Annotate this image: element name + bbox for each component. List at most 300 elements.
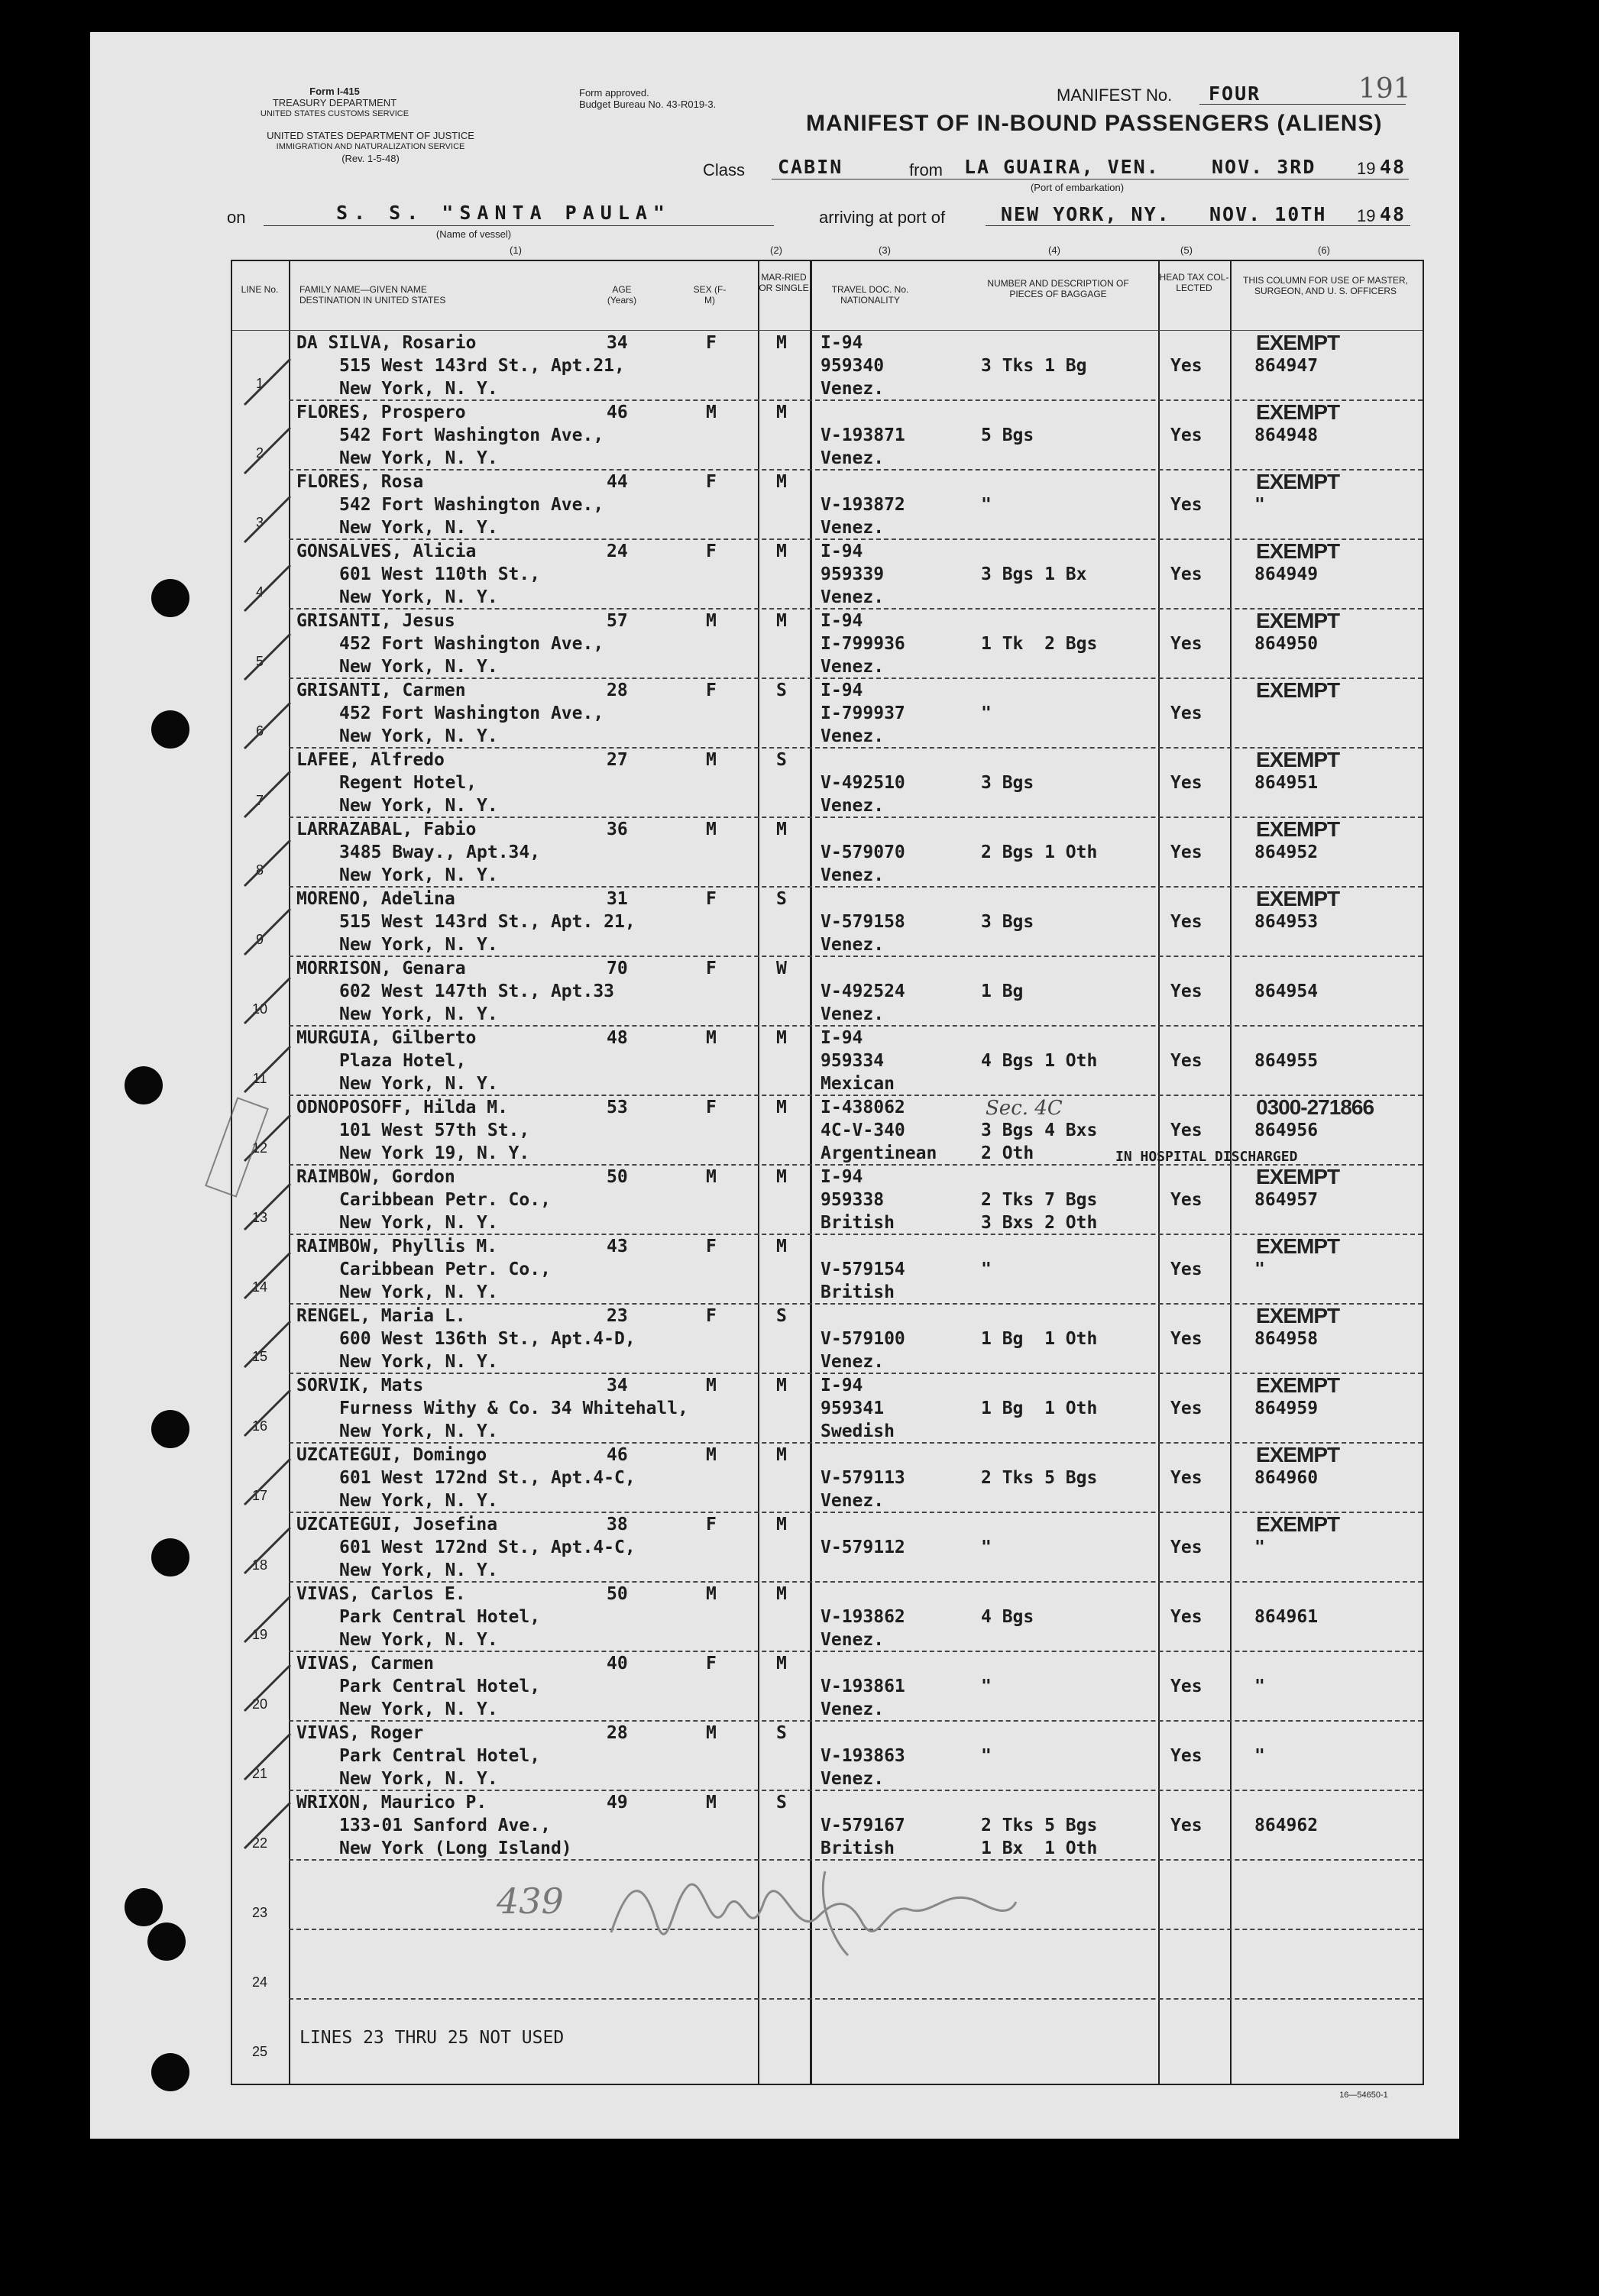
marital-status: M	[776, 1237, 787, 1256]
line-number: 11	[252, 1071, 267, 1086]
justice-dept: UNITED STATES DEPARTMENT OF JUSTICE	[267, 130, 474, 141]
officer-number: "	[1254, 1260, 1265, 1279]
passenger-name: GONSALVES, Alicia	[296, 542, 477, 561]
nationality: Venez.	[821, 657, 885, 677]
sex: F	[706, 1654, 717, 1673]
age: 28	[607, 1723, 628, 1743]
age: 31	[607, 889, 628, 909]
baggage-1: 5 Bgs	[981, 425, 1034, 445]
address-line-1: 602 West 147th St., Apt.33	[339, 981, 615, 1001]
sex: F	[706, 1515, 717, 1534]
passenger-name: FLORES, Rosa	[296, 472, 424, 492]
baggage-1: 1 Bg 1 Oth	[981, 1399, 1098, 1418]
officer-stamp: EXEMPT	[1256, 400, 1340, 424]
travel-doc-2: 959334	[821, 1051, 885, 1071]
officer-stamp: EXEMPT	[1256, 539, 1340, 563]
address-line-2: New York, N. Y.	[339, 1699, 498, 1719]
class-label: Class	[703, 160, 746, 179]
manifest-no-value: FOUR	[1209, 82, 1261, 105]
punch-hole	[151, 579, 189, 617]
officer-stamp: EXEMPT	[1256, 1234, 1340, 1258]
table-row	[232, 331, 1423, 401]
address-line-1: 133-01 Sanford Ave.,	[339, 1816, 551, 1835]
address-line-2: New York, N. Y.	[339, 1074, 498, 1094]
address-line-1: 452 Fort Washington Ave.,	[339, 634, 604, 654]
nationality: British	[821, 1282, 895, 1302]
officer-number: 864954	[1254, 981, 1319, 1001]
travel-doc-2: V-579154	[821, 1260, 905, 1279]
address-line-2: New York, N. Y.	[339, 726, 498, 746]
marital-status: S	[776, 1306, 787, 1326]
marital-status: S	[776, 1793, 787, 1813]
passenger-name: RAIMBOW, Phyllis M.	[296, 1237, 498, 1256]
head-tax: Yes	[1170, 1607, 1202, 1627]
sex: M	[706, 1793, 717, 1813]
line-number: 9	[255, 932, 264, 947]
passenger-name: MURGUIA, Gilberto	[296, 1028, 477, 1048]
head-tax: Yes	[1170, 495, 1202, 515]
address-line-2: New York, N. Y.	[339, 1213, 498, 1233]
col-header-sex: SEX (F-M)	[693, 284, 727, 306]
age: 57	[607, 611, 628, 631]
passenger-name: DA SILVA, Rosario	[296, 333, 477, 353]
marital-status: M	[776, 1584, 787, 1604]
col-number: (3)	[879, 244, 891, 256]
head-tax: Yes	[1170, 773, 1202, 793]
address-line-2: New York, N. Y.	[339, 1560, 498, 1580]
travel-doc-2: V-579070	[821, 842, 905, 862]
baggage-1: 2 Tks 7 Bgs	[981, 1190, 1098, 1210]
officer-number: "	[1254, 1677, 1265, 1696]
address-line-1: 515 West 143rd St., Apt.21,	[339, 356, 625, 376]
travel-doc-2: 959338	[821, 1190, 885, 1210]
travel-doc-2: V-579113	[821, 1468, 905, 1488]
arrival-date: NOV. 10TH	[1209, 203, 1327, 225]
arrival-port: NEW YORK, NY.	[1001, 203, 1170, 225]
sex: F	[706, 1098, 717, 1117]
address-line-2: New York, N. Y.	[339, 1769, 498, 1789]
officer-stamp: 0300-271866	[1256, 1095, 1374, 1119]
passenger-name: MORRISON, Genara	[296, 959, 466, 978]
travel-doc-1: I-94	[821, 333, 863, 353]
vessel-name: S. S. "SANTA PAULA"	[336, 202, 671, 224]
punch-hole	[151, 2053, 189, 2091]
address-line-2: New York, N. Y.	[339, 1630, 498, 1650]
marital-status: M	[776, 611, 787, 631]
officer-stamp: EXEMPT	[1256, 609, 1340, 632]
footer-code: 16—54650-1	[1339, 2091, 1388, 2100]
from-label: from	[909, 160, 943, 179]
head-tax: Yes	[1170, 1121, 1202, 1140]
address-line-1: 542 Fort Washington Ave.,	[339, 425, 604, 445]
sex: M	[706, 1584, 717, 1604]
line-number: 23	[251, 1905, 268, 1920]
officer-stamp: EXEMPT	[1256, 331, 1340, 354]
marital-status: S	[776, 889, 787, 909]
approval-line2: Budget Bureau No. 43-R019-3.	[579, 99, 717, 110]
address-line-1: Plaza Hotel,	[339, 1051, 467, 1071]
head-tax: Yes	[1170, 1468, 1202, 1488]
officer-stamp: EXEMPT	[1256, 1304, 1340, 1327]
baggage-1: 3 Bgs	[981, 912, 1034, 932]
line-number: 16	[251, 1418, 268, 1434]
travel-doc-2: 4C-V-340	[821, 1121, 905, 1140]
officer-number: "	[1254, 1538, 1265, 1557]
age: 23	[607, 1306, 628, 1326]
marital-status: M	[776, 1654, 787, 1673]
col-header-age: AGE (Years)	[607, 284, 637, 306]
treasury-dept: TREASURY DEPARTMENT	[272, 97, 397, 108]
marital-status: M	[776, 1167, 787, 1187]
col-number: (2)	[770, 244, 782, 256]
travel-doc-2: V-193872	[821, 495, 905, 515]
address-line-1: 601 West 172nd St., Apt.4-C,	[339, 1538, 636, 1557]
travel-doc-1: I-94	[821, 1028, 863, 1048]
nationality: Venez.	[821, 726, 885, 746]
col-header-married: MAR-RIED OR SINGLE	[759, 272, 809, 293]
age: 46	[607, 1445, 628, 1465]
line-number: 8	[255, 862, 264, 878]
line-number: 12	[251, 1140, 268, 1156]
line-number: 19	[251, 1627, 268, 1642]
officer-number: 864958	[1254, 1329, 1319, 1349]
table-row	[232, 1444, 1423, 1513]
not-used-note: LINES 23 THRU 25 NOT USED	[299, 2028, 565, 2048]
travel-doc-2: V-579100	[821, 1329, 905, 1349]
address-line-1: 600 West 136th St., Apt.4-D,	[339, 1329, 636, 1349]
sex: F	[706, 472, 717, 492]
nationality: Venez.	[821, 587, 885, 607]
handwritten-count: 439	[497, 1880, 564, 1922]
nationality: Venez.	[821, 865, 885, 885]
travel-doc-1: I-94	[821, 681, 863, 700]
address-line-1: Caribbean Petr. Co.,	[339, 1190, 551, 1210]
travel-doc-2: V-193863	[821, 1746, 905, 1766]
passenger-name: VIVAS, Carmen	[296, 1654, 435, 1673]
col-number: (4)	[1048, 244, 1060, 256]
officer-stamp: EXEMPT	[1256, 748, 1340, 771]
age: 34	[607, 333, 628, 353]
nationality: Argentinean	[821, 1143, 937, 1163]
table-row	[232, 957, 1423, 1027]
address-line-2: New York, N. Y.	[339, 1491, 498, 1511]
col-number: (1)	[510, 244, 522, 256]
travel-doc-2: V-193871	[821, 425, 905, 445]
table-row	[232, 401, 1423, 471]
sex: F	[706, 333, 717, 353]
officer-number: 864949	[1254, 564, 1319, 584]
sex: M	[706, 611, 717, 631]
punch-hole	[151, 710, 189, 749]
age: 40	[607, 1654, 628, 1673]
nationality: British	[821, 1838, 895, 1858]
sex: M	[706, 1723, 717, 1743]
officer-stamp: EXEMPT	[1256, 1373, 1340, 1397]
address-line-2: New York, N. Y.	[339, 448, 498, 468]
marital-status: M	[776, 1515, 787, 1534]
table-row	[232, 1305, 1423, 1374]
head-tax: Yes	[1170, 1329, 1202, 1349]
address-line-1: Caribbean Petr. Co.,	[339, 1260, 551, 1279]
marital-status: M	[776, 472, 787, 492]
passenger-name: SORVIK, Mats	[296, 1376, 424, 1395]
arrival-year-prefix: 19	[1357, 206, 1376, 225]
head-tax: Yes	[1170, 981, 1202, 1001]
age: 28	[607, 681, 628, 700]
punch-hole	[151, 1538, 189, 1576]
head-tax: Yes	[1170, 1746, 1202, 1766]
line-number: 15	[251, 1349, 268, 1364]
manifest-no-label: MANIFEST No.	[1057, 86, 1173, 105]
head-tax: Yes	[1170, 842, 1202, 862]
age: 48	[607, 1028, 628, 1048]
passenger-name: FLORES, Prospero	[296, 403, 466, 422]
nationality: Venez.	[821, 1630, 885, 1650]
travel-doc-1: I-438062	[821, 1098, 905, 1117]
baggage-2: 2 Oth	[981, 1143, 1034, 1163]
head-tax: Yes	[1170, 1399, 1202, 1418]
officer-number: 864947	[1254, 356, 1319, 376]
table-row	[232, 749, 1423, 818]
nationality: Venez.	[821, 1769, 885, 1789]
address-line-2: New York, N. Y.	[339, 379, 498, 399]
col-header-name: FAMILY NAME—GIVEN NAME DESTINATION IN UNITED STATES	[299, 284, 446, 306]
age: 50	[607, 1584, 628, 1604]
table-row	[232, 540, 1423, 610]
travel-doc-1: I-94	[821, 1376, 863, 1395]
baggage-2: 1 Bx 1 Oth	[981, 1838, 1098, 1858]
hospital-note: IN HOSPITAL DISCHARGED	[1115, 1149, 1298, 1165]
marital-status: M	[776, 403, 787, 422]
age: 49	[607, 1793, 628, 1813]
nationality: Venez.	[821, 1491, 885, 1511]
address-line-1: 101 West 57th St.,	[339, 1121, 530, 1140]
vessel-caption: (Name of vessel)	[435, 228, 512, 240]
revision: (Rev. 1-5-48)	[341, 153, 400, 164]
officer-stamp: EXEMPT	[1256, 887, 1340, 910]
baggage-1: 1 Bg	[981, 981, 1024, 1001]
line-number: 10	[251, 1001, 268, 1017]
address-line-2: New York, N. Y.	[339, 1352, 498, 1372]
sex: M	[706, 1167, 717, 1187]
passenger-name: LAFEE, Alfredo	[296, 750, 445, 770]
baggage-1: "	[981, 1677, 992, 1696]
travel-doc-2: I-799936	[821, 634, 905, 654]
address-line-1: Park Central Hotel,	[339, 1746, 541, 1766]
address-line-2: New York, N. Y.	[339, 657, 498, 677]
sex: M	[706, 403, 717, 422]
baggage-1: 3 Tks 1 Bg	[981, 356, 1087, 376]
table-row	[232, 1027, 1423, 1096]
page-title: MANIFEST OF IN-BOUND PASSENGERS (ALIENS)	[806, 111, 1383, 136]
officer-stamp: EXEMPT	[1256, 470, 1340, 493]
officer-number: 864953	[1254, 912, 1319, 932]
nationality: Venez.	[821, 448, 885, 468]
sex: F	[706, 889, 717, 909]
table-row	[232, 679, 1423, 749]
table-row	[232, 1652, 1423, 1722]
age: 53	[607, 1098, 628, 1117]
line-number: 7	[255, 793, 264, 808]
sec-note: Sec. 4C	[986, 1097, 1063, 1120]
officer-number: 864950	[1254, 634, 1319, 654]
passenger-name: LARRAZABAL, Fabio	[296, 820, 477, 839]
line-number: 17	[251, 1488, 268, 1503]
table-row	[232, 818, 1423, 888]
address-line-2: New York, N. Y.	[339, 935, 498, 955]
officer-stamp: EXEMPT	[1256, 678, 1340, 702]
line-number: 6	[255, 723, 264, 739]
line-number: 20	[251, 1696, 268, 1712]
from-year-suffix: 48	[1380, 156, 1406, 178]
address-line-1: 601 West 172nd St., Apt.4-C,	[339, 1468, 636, 1488]
address-line-1: Furness Withy & Co. 34 Whitehall,	[339, 1399, 688, 1418]
travel-doc-2: V-492510	[821, 773, 905, 793]
passenger-name: RENGEL, Maria L.	[296, 1306, 466, 1326]
manifest-table	[231, 260, 1424, 2085]
nationality: Venez.	[821, 1699, 885, 1719]
baggage-1: "	[981, 703, 992, 723]
officer-number: 864962	[1254, 1816, 1319, 1835]
table-row	[232, 610, 1423, 679]
table-row	[232, 1583, 1423, 1652]
punch-hole	[147, 1922, 186, 1961]
baggage-1: 1 Tk 2 Bgs	[981, 634, 1098, 654]
marital-status: S	[776, 681, 787, 700]
line-number: 4	[255, 584, 264, 600]
marital-status: M	[776, 542, 787, 561]
address-line-1: 3485 Bway., Apt.34,	[339, 842, 541, 862]
baggage-1: 3 Bgs 1 Bx	[981, 564, 1087, 584]
arriving-label: arriving at port of	[819, 208, 946, 227]
head-tax: Yes	[1170, 703, 1202, 723]
officer-number: "	[1254, 1746, 1265, 1766]
col-number: (5)	[1180, 244, 1193, 256]
line-number: 24	[251, 1974, 268, 1990]
line-number: 14	[251, 1279, 268, 1295]
nationality: Venez.	[821, 1004, 885, 1024]
passenger-name: VIVAS, Roger	[296, 1723, 424, 1743]
baggage-1: 4 Bgs	[981, 1607, 1034, 1627]
travel-doc-2: I-799937	[821, 703, 905, 723]
travel-doc-2: V-579167	[821, 1816, 905, 1835]
punch-hole	[125, 1888, 163, 1926]
nationality: Venez.	[821, 796, 885, 816]
age: 44	[607, 472, 628, 492]
passenger-name: UZCATEGUI, Domingo	[296, 1445, 487, 1465]
line-number: 1	[255, 376, 264, 391]
age: 34	[607, 1376, 628, 1395]
form-number: Form I-415	[309, 86, 360, 97]
table-row	[232, 1791, 1423, 1861]
address-line-2: New York, N. Y.	[339, 1421, 498, 1441]
nationality: Venez.	[821, 935, 885, 955]
head-tax: Yes	[1170, 634, 1202, 654]
on-label: on	[227, 208, 246, 227]
age: 36	[607, 820, 628, 839]
table-row	[232, 1166, 1423, 1235]
baggage-1: "	[981, 495, 992, 515]
customs-service: UNITED STATES CUSTOMS SERVICE	[260, 109, 409, 118]
baggage-1: "	[981, 1538, 992, 1557]
address-line-1: Regent Hotel,	[339, 773, 477, 793]
baggage-1: "	[981, 1746, 992, 1766]
from-port: LA GUAIRA, VEN.	[964, 156, 1160, 178]
baggage-1: 4 Bgs 1 Oth	[981, 1051, 1098, 1071]
ins-service: IMMIGRATION AND NATURALIZATION SERVICE	[276, 142, 465, 151]
marital-status: M	[776, 1028, 787, 1048]
age: 70	[607, 959, 628, 978]
head-tax: Yes	[1170, 912, 1202, 932]
table-row	[232, 471, 1423, 540]
passenger-name: UZCATEGUI, Josefina	[296, 1515, 498, 1534]
head-tax: Yes	[1170, 356, 1202, 376]
travel-doc-2: V-193862	[821, 1607, 905, 1627]
line-number: 3	[255, 515, 264, 530]
address-line-2: New York, N. Y.	[339, 1282, 498, 1302]
approval-line1: Form approved.	[579, 87, 649, 99]
sex: F	[706, 1306, 717, 1326]
from-date: NOV. 3RD	[1212, 156, 1316, 178]
col-header-travel-doc: TRAVEL DOC. No. NATIONALITY	[831, 284, 909, 306]
officer-number: 864951	[1254, 773, 1319, 793]
address-line-1: 601 West 110th St.,	[339, 564, 541, 584]
officer-number: 864948	[1254, 425, 1319, 445]
passenger-name: GRISANTI, Carmen	[296, 681, 466, 700]
line-number: 2	[255, 445, 264, 461]
sex: F	[706, 542, 717, 561]
passenger-name: ODNOPOSOFF, Hilda M.	[296, 1098, 508, 1117]
line-number: 18	[251, 1557, 268, 1573]
head-tax: Yes	[1170, 1260, 1202, 1279]
baggage-1: "	[981, 1260, 992, 1279]
line-number: 21	[251, 1766, 268, 1781]
col-number: (6)	[1318, 244, 1330, 256]
sex: F	[706, 681, 717, 700]
marital-status: M	[776, 1445, 787, 1465]
marital-status: M	[776, 333, 787, 353]
travel-doc-2: V-579158	[821, 912, 905, 932]
address-line-1: 542 Fort Washington Ave.,	[339, 495, 604, 515]
arrival-year-suffix: 48	[1380, 203, 1406, 225]
line-number: 25	[251, 2044, 268, 2059]
header-divider	[232, 330, 1423, 331]
port-caption: (Port of embarkation)	[1030, 182, 1125, 193]
address-line-2: New York (Long Island)	[339, 1838, 572, 1858]
address-line-2: New York, N. Y.	[339, 518, 498, 538]
officer-number: 864952	[1254, 842, 1319, 862]
passenger-name: GRISANTI, Jesus	[296, 611, 455, 631]
punch-hole	[151, 1410, 189, 1448]
travel-doc-2: 959340	[821, 356, 885, 376]
travel-doc-2: V-193861	[821, 1677, 905, 1696]
address-line-2: New York, N. Y.	[339, 865, 498, 885]
col-header-line: LINE No.	[241, 284, 279, 295]
address-line-2: New York, N. Y.	[339, 587, 498, 607]
travel-doc-1: I-94	[821, 611, 863, 631]
col-header-head-tax: HEAD TAX COL-LECTED	[1159, 272, 1229, 293]
nationality: Mexican	[821, 1074, 895, 1094]
head-tax: Yes	[1170, 1538, 1202, 1557]
marital-status: M	[776, 1376, 787, 1395]
address-line-2: New York 19, N. Y.	[339, 1143, 530, 1163]
sex: M	[706, 1028, 717, 1048]
head-tax: Yes	[1170, 1677, 1202, 1696]
officer-stamp: EXEMPT	[1256, 817, 1340, 841]
passenger-name: WRIXON, Maurico P.	[296, 1793, 487, 1813]
marital-status: S	[776, 1723, 787, 1743]
col-header-baggage: NUMBER AND DESCRIPTION OF PIECES OF BAGGAGE	[987, 278, 1129, 299]
